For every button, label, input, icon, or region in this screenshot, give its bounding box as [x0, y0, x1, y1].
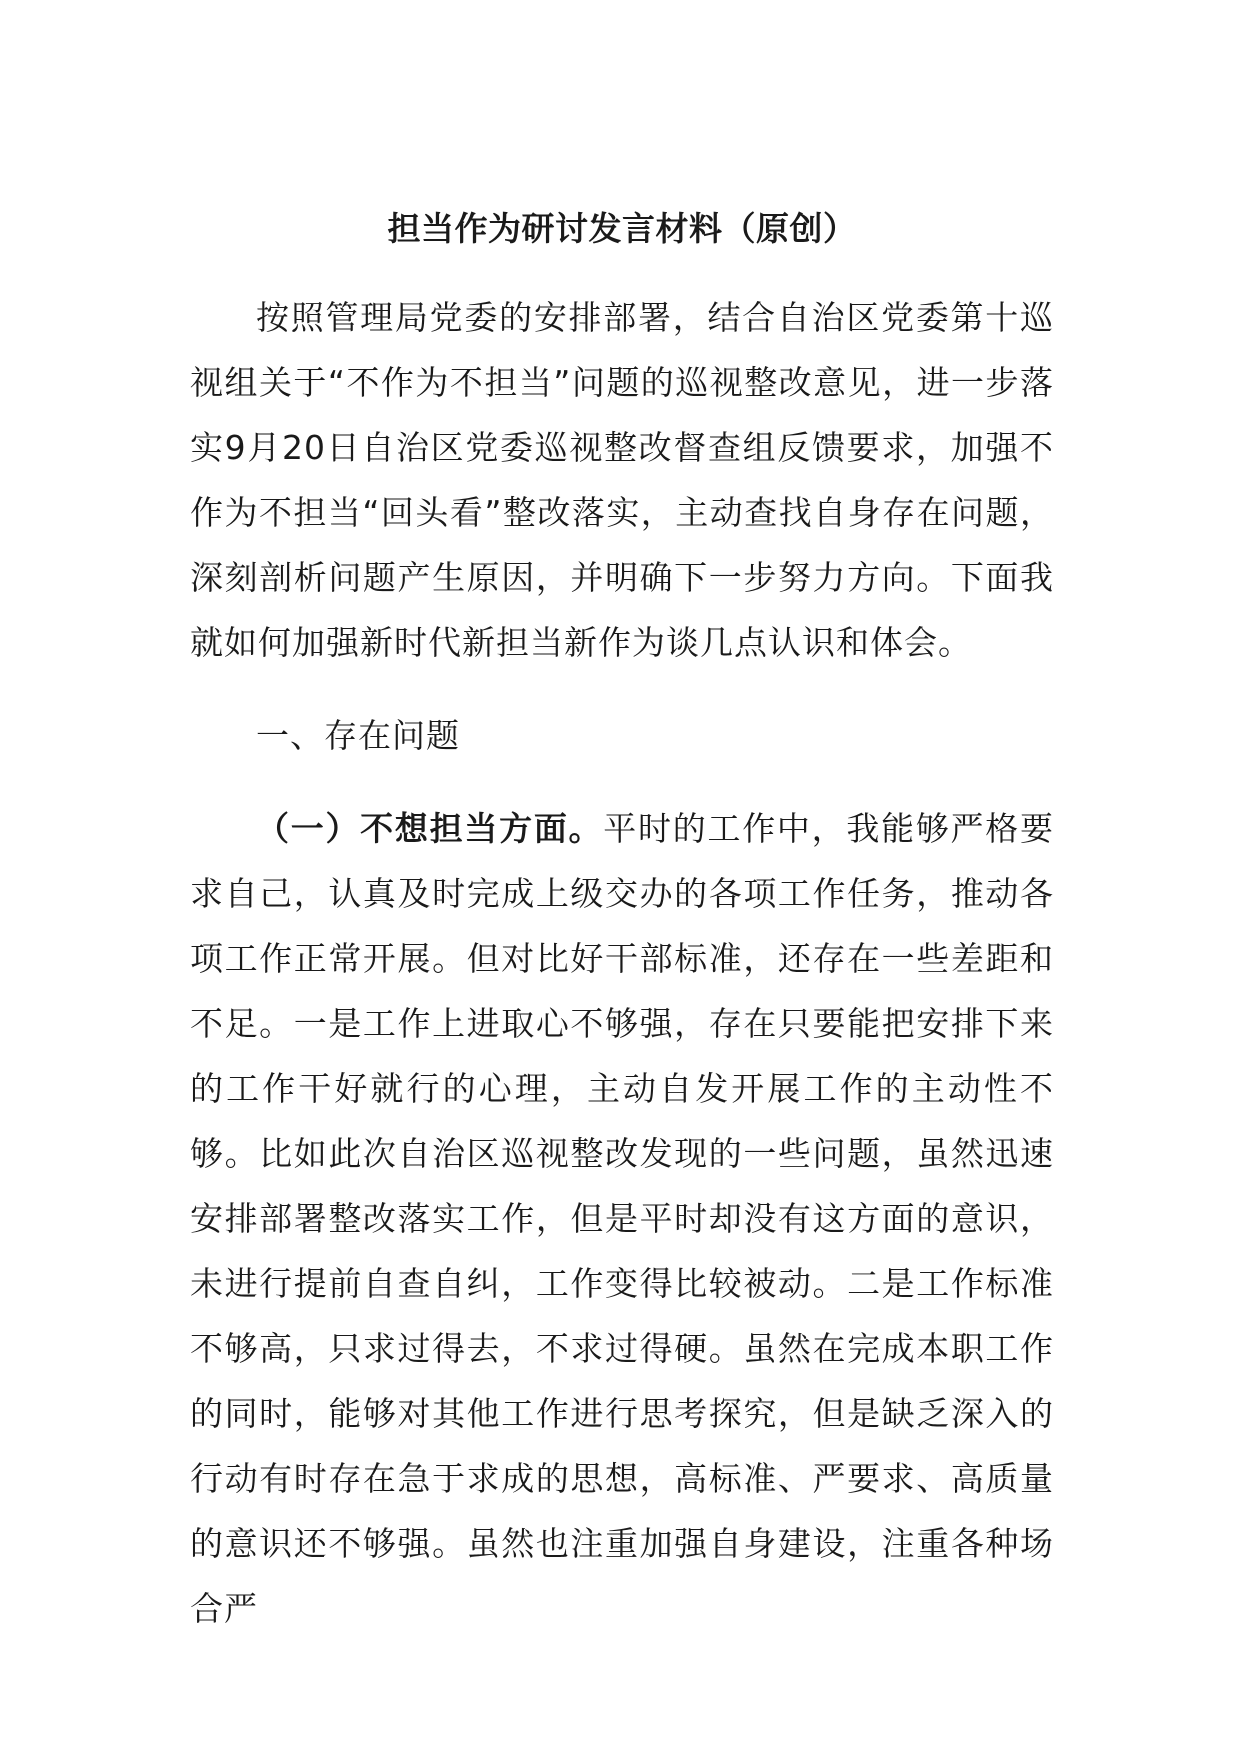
- document-title: 担当作为研讨发言材料（原创）: [387, 209, 857, 248]
- subsection-paragraph: [190, 796, 1054, 1641]
- subsection-body: 平时的工作中，我能够严格要求自己，认真及时完成上级交办的各项工作任务，推动各项工作正常开展。但对比好干部标准，还存在一些差距和不足。一是工作上进取心不够强，存在只要能把安排下来的工作干好就行的心理，主动自发开展工作的主动性不够。比如此次自治区巡视整改发现的一些问题，虽然迅速安排部署整改落实工作，但是平时却没有这方面的意识，未进行提前自查自纠，工作变得比较被动。二是工作标准不够高，只求过得去，不求过得硬。虽然在完成本职工作的同时，能够对其他工作进行思考探究，但是缺乏深入的行动有时存在急于求成的思想，高标准、严要求、高质量的意识还不够强。虽然也注重加强自身建设，注重各种场合严: [190, 809, 1055, 1628]
- section-heading-problems: 一、存在问题: [256, 716, 460, 755]
- subsection-lead: （一）不想担当方面。: [256, 809, 604, 848]
- intro-paragraph: 按照管理局党委的安排部署，结合自治区党委第十巡视组关于“不作为不担当”问题的巡视整改意见，进一步落实9月20日自治区党委巡视整改督查组反馈要求，加强不作为不担当“回头看”整改落实，主动查找自身存在问题，深刻剖析问题产生原因，并明确下一步努力方向。下面我就如何加强新时代新担当新作为谈几点认识和体会。: [190, 298, 1054, 662]
